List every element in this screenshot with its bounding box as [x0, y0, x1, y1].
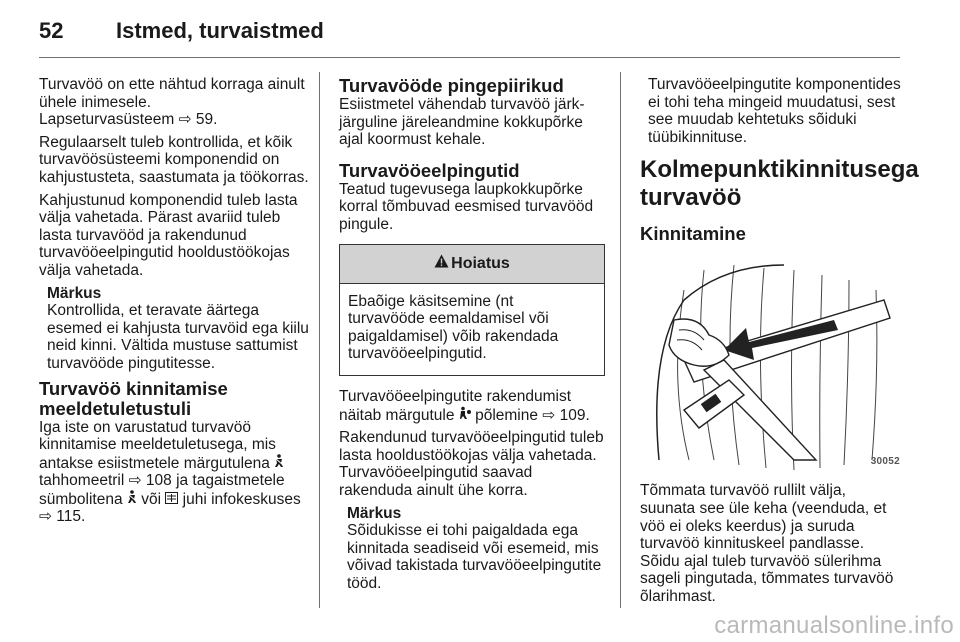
- page-number: 52: [39, 18, 64, 43]
- column-1: [39, 76, 311, 531]
- cross-reference[interactable]: Lapseturvasüsteem ⇨ 59.: [39, 111, 218, 129]
- seatbelt-person-icon: [127, 490, 137, 509]
- section-heading: Kolmepunktikinnitusega turvavöö: [640, 156, 919, 212]
- column-divider-1: [319, 72, 320, 608]
- seatbelt-person-icon: [274, 454, 284, 473]
- page-title: Istmed, turvaistmed: [116, 18, 324, 43]
- warning-triangle-icon: [434, 245, 449, 283]
- warning-box: [339, 244, 605, 376]
- note-box: [47, 285, 311, 373]
- paragraph: Turvavööeelpingutite rakendumist näitab märgutule põlemine ⇨ 109.: [339, 387, 590, 424]
- warning-header: [340, 245, 604, 284]
- paragraph: Turvavöö on ette nähtud korraga ainult ühele inimesele. Lapseturvasüsteem ⇨ 59.: [39, 76, 305, 129]
- column-divider-2: [620, 72, 621, 608]
- paragraph: Teatud tugevusega laupkokkupõrke korral tõmbuvad eesmised turvavööd pingule.: [339, 180, 594, 233]
- figure-code: 30052: [870, 455, 900, 467]
- section-heading: Turvavööde pingepiirikud: [339, 75, 564, 96]
- section-heading: Turvavöö kinnitamise meeldetuletustuli: [39, 377, 228, 419]
- note-box: [347, 505, 605, 593]
- info-display-icon: [165, 491, 178, 509]
- header-divider: [39, 57, 900, 58]
- note-text: Sõidukisse ei tohi paigaldada ega kinnitada seadiseid või esemeid, mis võivad takistada turvavööeelpingutite tööd.: [347, 522, 602, 592]
- note-text: Kontrollida, et teravate äärtega esemed ei kahjusta turvavöid ega kiilu neid kinni. Vältida mustuse sattumist turvavööde pingutitesse.: [47, 302, 309, 372]
- column-3: [640, 76, 919, 611]
- paragraph: Tõmmata turvavöö rullilt välja, suunata see üle keha (veenduda, et vöö ei oleks keerdus) ja suruda turvavöö kinnituskeel pandlasse. Sõidu ajal tuleb turvavöö sülerihma sageli pingutada, tõmmates turvavöö õlarihmast.: [640, 482, 894, 605]
- paragraph: Regulaarselt tuleb kontrollida, et kõik turvavöösüsteemi komponendid on kahjustusteta, saastumata ja töökorras.: [39, 133, 309, 186]
- warning-text: Ebaõige käsitsemine (nt turvavööde eemaldamisel või paigaldamisel) võib rakendada turvavööeelpingutid.: [348, 292, 559, 363]
- watermark: carmanualsonline.info: [714, 612, 954, 639]
- note-title: Märkus: [347, 504, 402, 522]
- seatbelt-drawing: [644, 260, 902, 472]
- column-2: [339, 76, 605, 598]
- paragraph: Turvavööeelpingutite komponentides ei tohi teha mingeid muudatusi, sest see muudab kehtetuks sõiduki tüübikinnituse.: [648, 76, 901, 146]
- warning-title: Hoiatus: [451, 254, 510, 272]
- paragraph: Kahjustunud komponendid tuleb lasta välja vahetada. Pärast avariid tuleb lasta turvavööd ja rakendunud turvavööeelpingutid hooldustöökojas välja vahetada.: [39, 191, 298, 279]
- paragraph: Rakendunud turvavööeelpingutid tuleb lasta hooldustöökojas välja vahetada. Turvavööeelpingutid saavad rakenduda ainult ühe korra.: [339, 429, 604, 499]
- note-title: Märkus: [47, 284, 102, 302]
- subsection-heading: Kinnitamine: [640, 223, 746, 245]
- paragraph: Iga iste on varustatud turvavöö kinnitamise meeldetuletusega, mis antakse esiistmetele märgutulena tahhomeetril ⇨ 108 ja tagaistmetele sümbolitena või juhi infokeskuses ⇨ 115.: [39, 418, 301, 526]
- section-heading: Turvavööeelpingutid: [339, 159, 520, 181]
- paragraph: Esiistmetel vähendab turvavöö järk-järguline järeleandmine kokkupõrke ajal koormust kehale.: [339, 96, 585, 149]
- airbag-warning-icon: [459, 406, 471, 425]
- seatbelt-illustration: [644, 260, 902, 472]
- page-header: [39, 14, 899, 54]
